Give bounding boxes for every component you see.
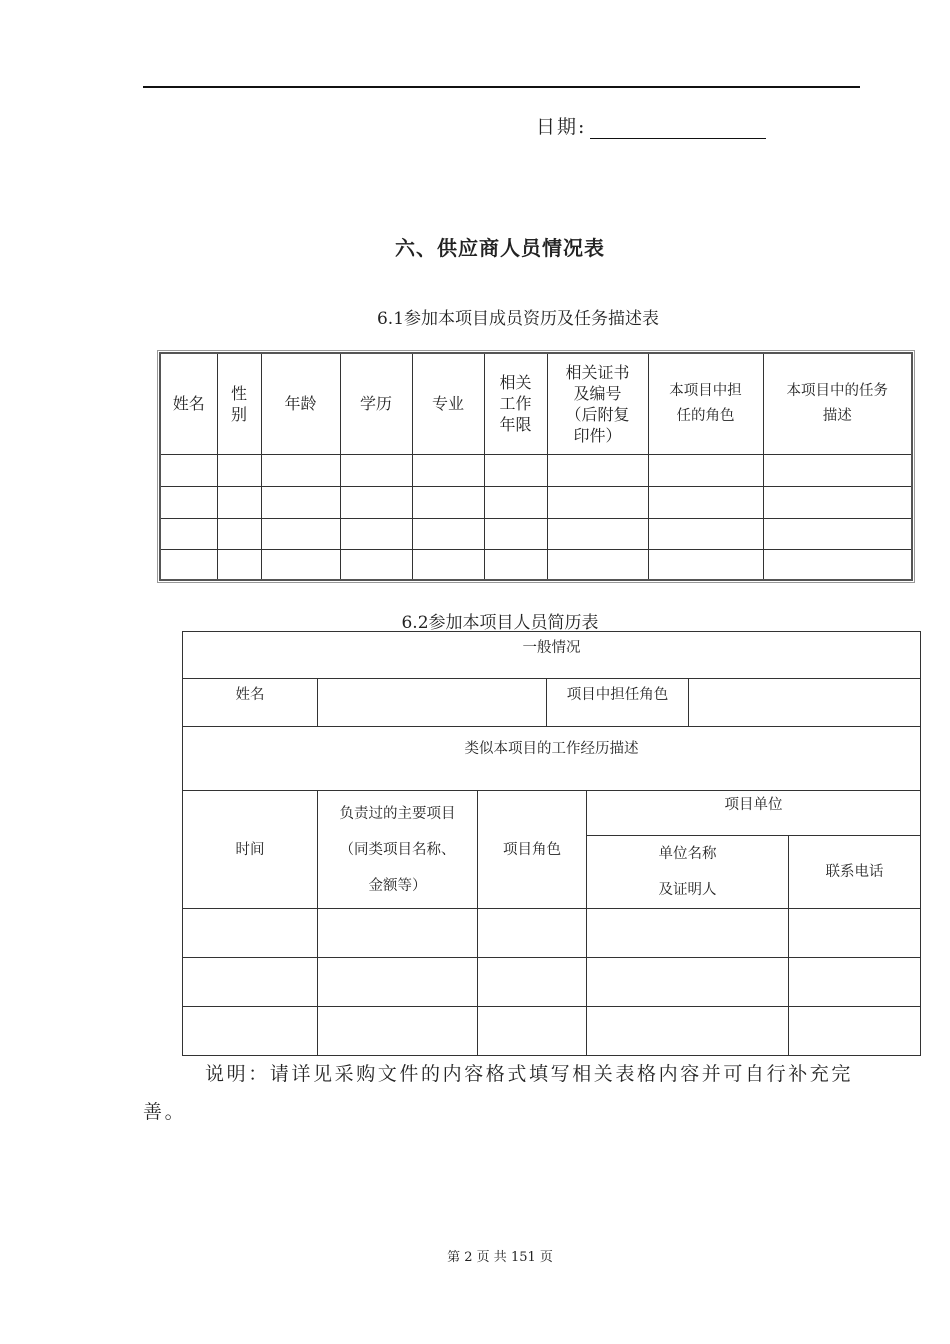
col-phone: 联系电话 <box>789 836 921 909</box>
name-label: 姓名 <box>183 679 318 727</box>
date-blank[interactable] <box>590 118 766 139</box>
table-row <box>160 454 912 486</box>
col-name: 姓名 <box>160 353 217 454</box>
col-time: 时间 <box>183 791 318 909</box>
table-row <box>160 518 912 549</box>
col-major: 专业 <box>412 353 484 454</box>
experience-heading: 类似本项目的工作经历描述 <box>183 727 921 791</box>
date-label: 日期: <box>536 116 587 138</box>
col-project: 负责过的主要项目 （同类项目名称、 金额等） <box>318 791 478 909</box>
table-row <box>183 958 921 1007</box>
header-rule <box>143 86 860 88</box>
col-role: 本项目中担 任的角色 <box>648 353 763 454</box>
col-education: 学历 <box>340 353 412 454</box>
table1-header-row <box>160 353 912 454</box>
role-value[interactable] <box>689 679 921 727</box>
resume-table <box>182 631 921 1056</box>
table-row <box>160 549 912 580</box>
col-project-role: 项目角色 <box>478 791 587 909</box>
role-label: 项目中担任角色 <box>547 679 689 727</box>
total-pages: 151 <box>510 1250 536 1265</box>
name-value[interactable] <box>318 679 547 727</box>
col-unit-name: 单位名称 及证明人 <box>587 836 789 909</box>
table1-title: 6.1参加本项目成员资历及任务描述表 <box>376 309 660 329</box>
explanation-note: 说明：请详见采购文件的内容格式填写相关表格内容并可自行补充完善。 <box>143 1063 854 1123</box>
col-cert: 相关证书 及编号 （后附复 印件） <box>547 353 648 454</box>
general-row <box>183 632 921 679</box>
table2-title: 6.2参加本项目人员简历表 <box>401 613 599 633</box>
experience-row <box>183 727 921 791</box>
experience-header-row <box>183 791 921 836</box>
col-unit: 项目单位 <box>587 791 921 836</box>
general-heading: 一般情况 <box>183 632 921 679</box>
page-footer: 第 2 页 共 151 页 <box>447 1250 553 1265</box>
section-title: 六、供应商人员情况表 <box>395 236 605 260</box>
col-gender: 性 别 <box>217 353 261 454</box>
col-age: 年龄 <box>261 353 340 454</box>
table-row <box>183 1007 921 1056</box>
table-row <box>183 909 921 958</box>
col-task: 本项目中的任务 描述 <box>763 353 912 454</box>
table-row <box>160 486 912 518</box>
date-field <box>536 112 766 139</box>
page-number: 2 <box>464 1250 473 1265</box>
member-qualification-table <box>159 352 913 581</box>
name-row <box>183 679 921 727</box>
col-years: 相关 工作 年限 <box>484 353 547 454</box>
